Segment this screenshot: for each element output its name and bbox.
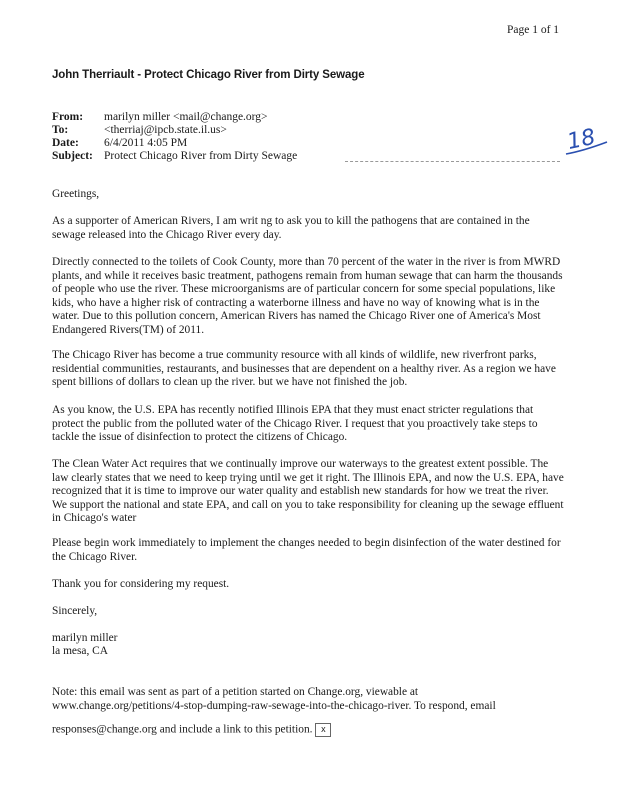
note-line-3-text: responses@change.org and include a link to this petition.: [52, 723, 313, 736]
to-value: <therriaj@ipcb.state.il.us>: [104, 124, 227, 136]
to-label: To:: [52, 124, 69, 136]
to-row: [52, 123, 227, 137]
date-row: [52, 136, 187, 150]
note-line-2: [52, 700, 564, 714]
petition-link[interactable]: www.change.org/petitions/4-stop-dumping-raw-sewage-into-the-chicago-river. To respond, email: [52, 700, 496, 712]
date-label: Date:: [52, 137, 79, 149]
subject-label: Subject:: [52, 150, 93, 162]
page-number: Page 1 of 1: [507, 24, 560, 36]
paragraph-3: The Chicago River has become a true community resource with all kinds of wildlife, new riverfront parks, residential communities, restaurants, and businesses that are dependent on a healthy river. As a region we have spent billions of dollars to clean up the river. but we have not finished the job.: [52, 349, 556, 389]
paragraph-2: Directly connected to the toilets of Cook County, more than 70 percent of the water in the river is from MWRD plants, and while it receives basic treatment, pathogens remain from human sewage that can harm the thousands of people who use the river. These microorganisms are of particular concern for some special populations, like kids, who have a higher risk of contracting a waterborne illness and have no way of knowing what is in the water. Due to this pollution concern, American Rivers has named the Chicago River one of America's Most Endangered Rivers(TM) of 2011.: [52, 256, 563, 336]
document-title: John Therriault - Protect Chicago River from Dirty Sewage: [52, 69, 365, 81]
signer-name: marilyn miller: [52, 632, 118, 644]
closing: Sincerely,: [52, 605, 98, 617]
from-row: [52, 110, 268, 124]
header-separator: [345, 161, 560, 162]
date-value: 6/4/2011 4:05 PM: [104, 137, 188, 149]
checkbox-mark: x: [315, 723, 331, 737]
paragraph-4: As you know, the U.S. EPA has recently notified Illinois EPA that they must enact stricter regulations that protect the public from the polluted water of the Chicago River. I request that you proactively take steps to tackle the issue of disinfection to protect the citizens of Chicago.: [52, 404, 538, 444]
handwritten-page-mark: [563, 118, 611, 160]
paragraph-1: As a supporter of American Rivers, I am writ ng to ask you to kill the pathogens that are contained in the sewage released into the Chicago River every day.: [52, 215, 530, 241]
footer-cut-text: [0, 790, 619, 800]
handwritten-number: 18: [565, 124, 598, 156]
greeting: Greetings,: [52, 188, 100, 200]
signer-location: la mesa, CA: [52, 645, 108, 657]
note-line-3: [52, 723, 564, 737]
subject-value: Protect Chicago River from Dirty Sewage: [104, 150, 298, 162]
from-value: marilyn miller <mail@change.org>: [104, 111, 268, 123]
from-label: From:: [52, 111, 84, 123]
paragraph-5: The Clean Water Act requires that we continually improve our waterways to the greatest extent possible. The law clearly states that we need to keep trying until we get it right. The Illinois EPA, and now the U.S. EPA, have recognized that it is time to improve our water quality and establish new standards for how we treat the river. We support the national and state EPA, and call on you to take responsibility for cleaning up the sewage effluent in Chicago's water: [52, 458, 564, 525]
paragraph-7: Thank you for considering my request.: [52, 578, 230, 590]
subject-row: [52, 149, 297, 163]
paragraph-6: Please begin work immediately to implement the changes needed to begin disinfection of the water destined for the Chicago River.: [52, 537, 561, 563]
note-line-1: Note: this email was sent as part of a petition started on Change.org, viewable at: [52, 686, 419, 698]
